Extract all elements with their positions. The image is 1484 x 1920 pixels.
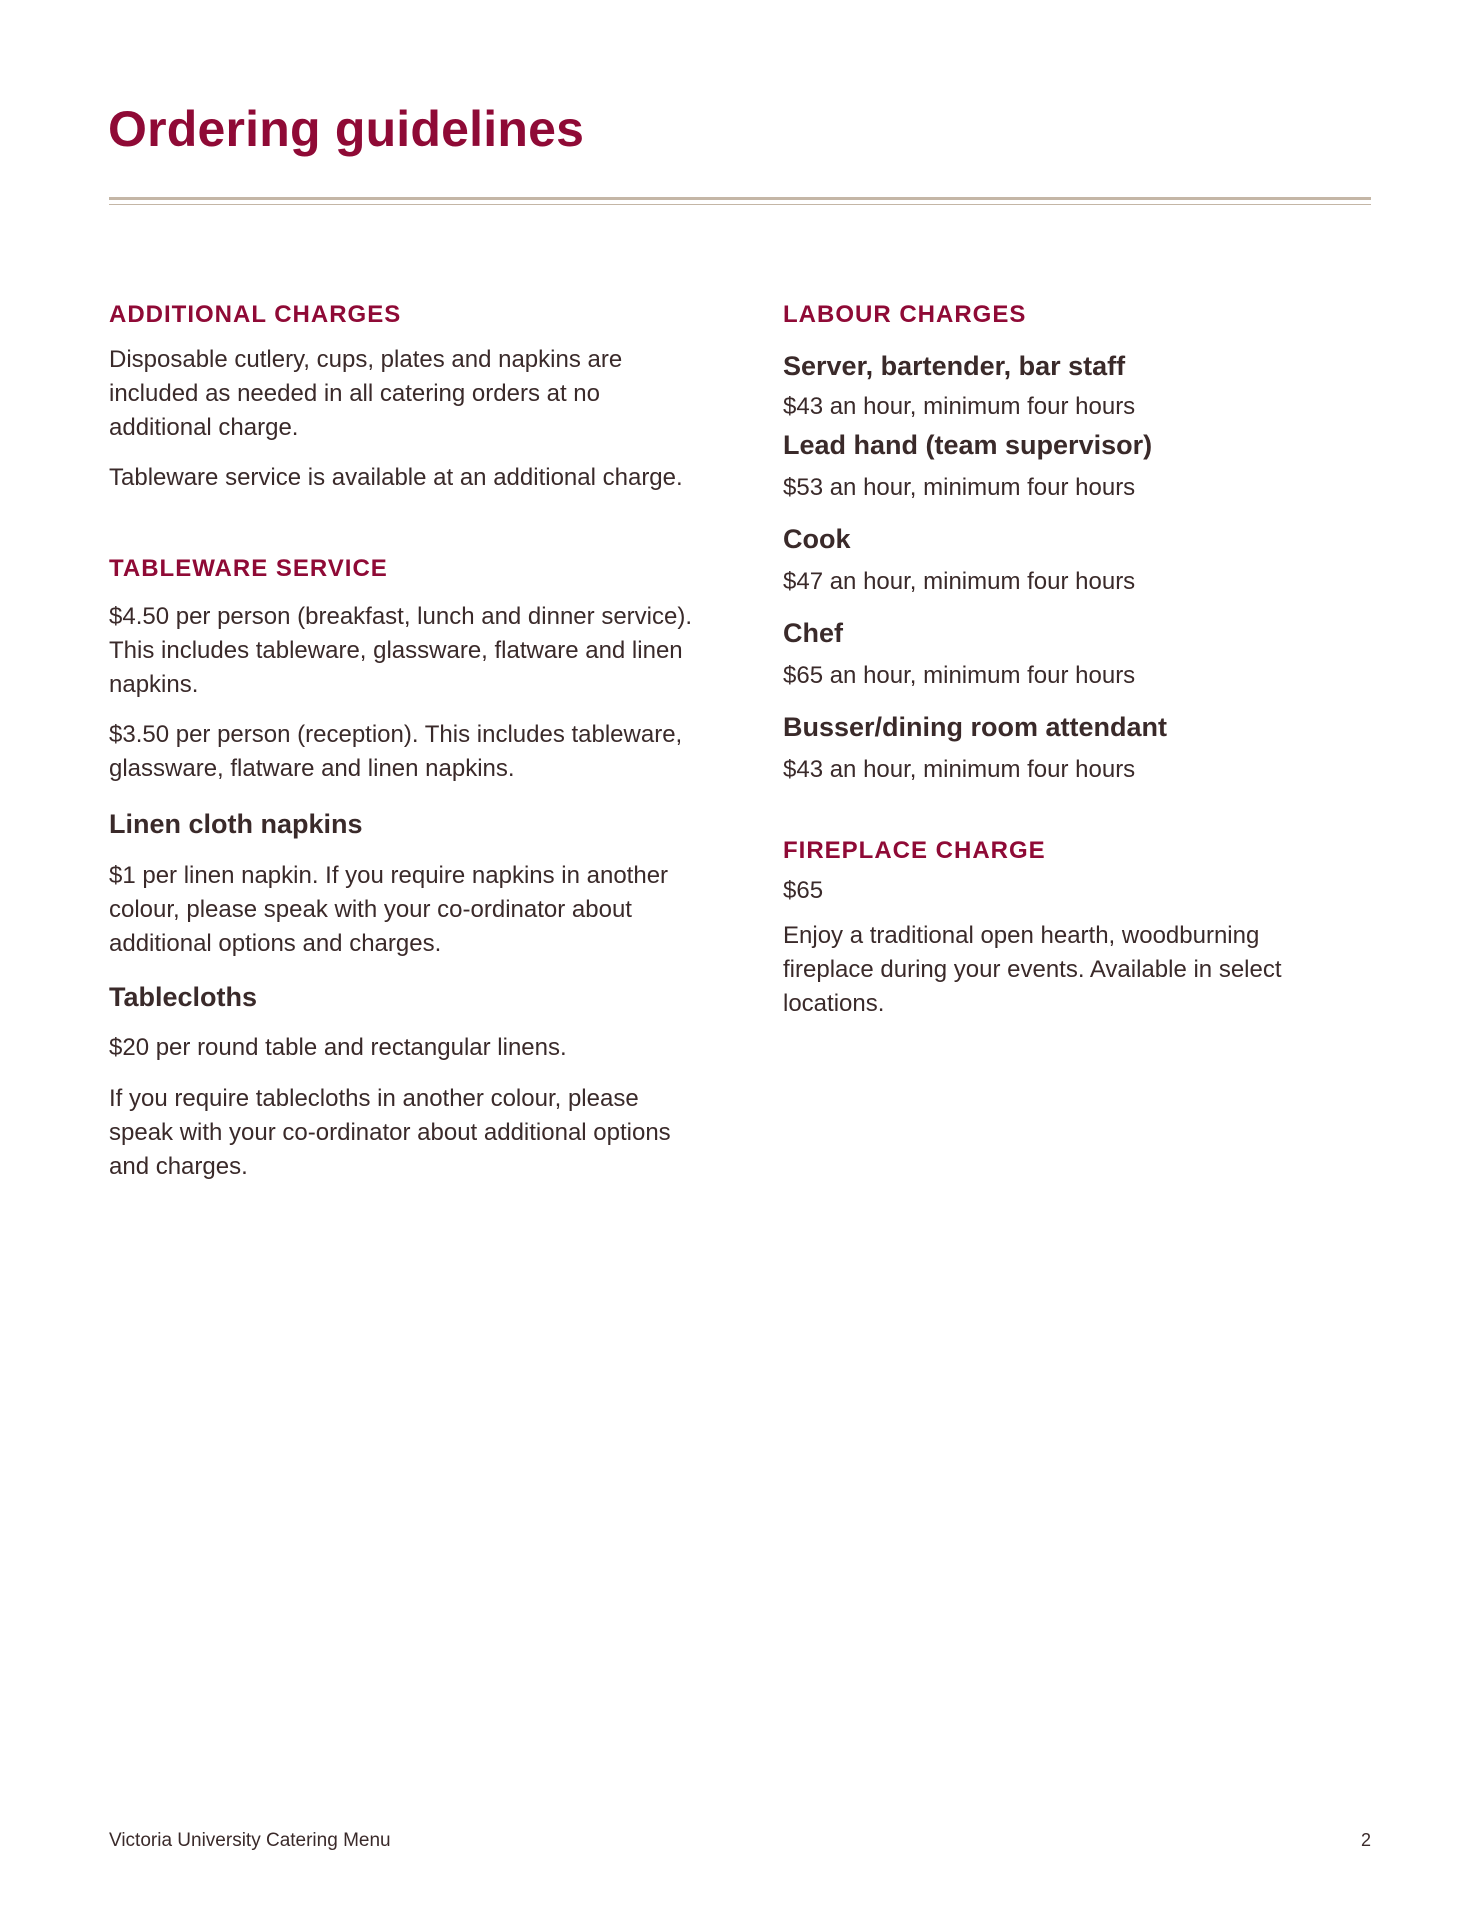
tablecloths-paragraph: $20 per round table and rectangular linens. — [109, 1034, 567, 1061]
sub-heading-tablecloths: Tablecloths — [109, 982, 258, 1012]
labour-rate: $53 an hour, minimum four hours — [783, 474, 1136, 501]
right-column — [783, 300, 1383, 1021]
labour-role: Chef — [783, 618, 843, 648]
sub-heading-linen-napkins: Linen cloth napkins — [109, 809, 363, 839]
tableware-service-paragraph: $3.50 per person (reception). This includes tableware, glassware, flatware and linen napkins. — [109, 721, 683, 782]
section-heading-labour-charges: LABOUR CHARGES — [783, 301, 1027, 328]
labour-rate: $65 an hour, minimum four hours — [783, 662, 1136, 689]
labour-rate: $47 an hour, minimum four hours — [783, 568, 1136, 595]
labour-role: Busser/dining room attendant — [783, 712, 1168, 742]
section-heading-fireplace-charge: FIREPLACE CHARGE — [783, 837, 1046, 864]
section-heading-tableware-service: TABLEWARE SERVICE — [109, 555, 388, 582]
fireplace-price: $65 — [783, 877, 824, 904]
labour-rate: $43 an hour, minimum four hours — [783, 756, 1136, 783]
additional-charges-paragraph: Disposable cutlery, cups, plates and napkins are included as needed in all catering orders at no additional charge. — [109, 346, 623, 441]
footer-document-title: Victoria University Catering Menu — [109, 1830, 391, 1851]
left-column — [109, 300, 709, 1184]
title-divider — [109, 197, 1371, 205]
footer-page-number: 2 — [1360, 1830, 1371, 1850]
tablecloths-paragraph: If you require tablecloths in another colour, please speak with your co-ordinator about additional options and charges. — [109, 1085, 671, 1180]
labour-role: Server, bartender, bar staff — [783, 351, 1126, 381]
labour-role: Cook — [783, 524, 851, 554]
page-title: Ordering guidelines — [108, 101, 585, 157]
labour-rate: $43 an hour, minimum four hours — [783, 393, 1136, 420]
fireplace-paragraph: Enjoy a traditional open hearth, woodburning fireplace during your events. Available in select locations. — [783, 922, 1282, 1017]
tableware-service-paragraph: $4.50 per person (breakfast, lunch and dinner service). This includes tableware, glassware, flatware and linen napkins. — [109, 603, 692, 698]
linen-napkins-paragraph: $1 per linen napkin. If you require napkins in another colour, please speak with your co-ordinator about additional options and charges. — [109, 862, 669, 957]
additional-charges-paragraph: Tableware service is available at an additional charge. — [109, 464, 683, 491]
labour-role: Lead hand (team supervisor) — [783, 430, 1153, 460]
section-heading-additional-charges: ADDITIONAL CHARGES — [109, 301, 402, 328]
